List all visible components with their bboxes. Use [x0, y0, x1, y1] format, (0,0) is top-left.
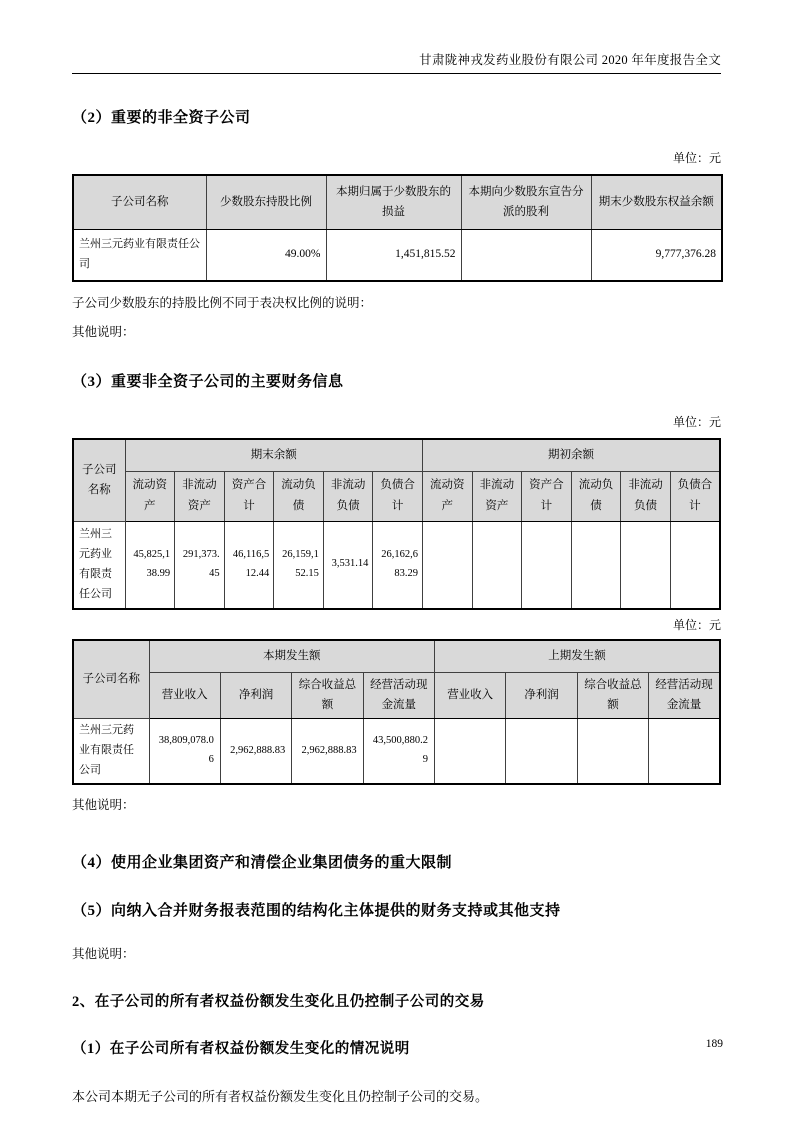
- col-begin-current-liabilities: 流动负债: [571, 471, 621, 521]
- begin-noncurrent-liabilities-cell: [621, 521, 671, 609]
- heading-restrictions-group-assets: （4）使用企业集团资产和清偿企业集团债务的重大限制: [72, 855, 453, 872]
- unit-label-2: 单位：元: [672, 415, 721, 429]
- income-table-subheader-row: [73, 672, 720, 718]
- col-current-operating-cashflow: 经营活动现金流量: [363, 672, 434, 718]
- current-operating-cashflow-cell: 43,500,880.29: [363, 718, 434, 784]
- heading-equity-share-change-transactions: 2、在子公司的所有者权益份额发生变化且仍控制子公司的交易: [72, 994, 485, 1011]
- prior-net-profit-cell: [506, 718, 577, 784]
- prior-operating-cashflow-cell: [649, 718, 720, 784]
- col-prior-operating-cashflow: 经营活动现金流量: [649, 672, 720, 718]
- current-net-profit-cell: 2,962,888.83: [220, 718, 291, 784]
- page-number: 189: [705, 1038, 723, 1050]
- col-minority-equity-balance: 期末少数股东权益余额: [591, 175, 722, 229]
- end-noncurrent-liabilities-cell: 3,531.14: [323, 521, 373, 609]
- subsidiary-name-cell: 兰州三元药业有限责任公司: [73, 521, 125, 609]
- col-prior-revenue: 营业收入: [435, 672, 506, 718]
- heading-key-financial-info: （3）重要非全资子公司的主要财务信息: [72, 374, 344, 390]
- begin-total-assets-cell: [522, 521, 572, 609]
- col-subsidiary-name: 子公司名称: [73, 439, 125, 521]
- col-minority-dividend: 本期向少数股东宣告分派的股利: [461, 175, 591, 229]
- heading-important-non-wholly-owned-subsidiaries: （2）重要的非全资子公司: [72, 110, 251, 126]
- col-minority-ratio: 少数股东持股比例: [206, 175, 326, 229]
- balance-table-group-row: [73, 439, 720, 471]
- col-current-comprehensive-income: 综合收益总额: [292, 672, 363, 718]
- col-prior-comprehensive-income: 综合收益总额: [577, 672, 648, 718]
- group-prior-period: 上期发生额: [435, 640, 721, 672]
- income-statement-table: [72, 639, 721, 785]
- col-minority-profit: 本期归属于少数股东的损益: [326, 175, 461, 229]
- end-total-assets-cell: 46,116,512.44: [224, 521, 274, 609]
- subsidiary-name-cell: 兰州三元药业有限责任公司: [73, 229, 206, 281]
- report-title: 甘肃陇神戎发药业股份有限公司 2020 年年度报告全文: [419, 53, 721, 67]
- prior-revenue-cell: [435, 718, 506, 784]
- heading-structured-entity-support: （5）向纳入合并财务报表范围的结构化主体提供的财务支持或其他支持: [72, 903, 561, 920]
- minority-profit-cell: 1,451,815.52: [326, 229, 461, 281]
- col-begin-total-assets: 资产合计: [522, 471, 572, 521]
- note-other-1: 其他说明：: [72, 325, 135, 339]
- end-noncurrent-assets-cell: 291,373.45: [175, 521, 225, 609]
- unit-label-1: 单位：元: [672, 151, 721, 165]
- col-end-total-liabilities: 负债合计: [373, 471, 423, 521]
- paragraph-no-equity-change: 本公司本期无子公司的所有者权益份额发生变化且仍控制子公司的交易。: [72, 1089, 489, 1105]
- balance-table-subheader-row: [73, 471, 720, 521]
- end-current-assets-cell: 45,825,138.99: [125, 521, 175, 609]
- col-begin-noncurrent-liabilities: 非流动负债: [621, 471, 671, 521]
- document-header: [72, 0, 721, 68]
- col-subsidiary-name: 子公司名称: [73, 640, 149, 718]
- col-end-current-assets: 流动资产: [125, 471, 175, 521]
- heading-equity-share-change-description: （1）在子公司所有者权益份额发生变化的情况说明: [72, 1041, 410, 1058]
- begin-total-liabilities-cell: [670, 521, 720, 609]
- col-begin-current-assets: 流动资产: [422, 471, 472, 521]
- balance-sheet-table: [72, 438, 721, 610]
- minority-equity-balance-cell: 9,777,376.28: [591, 229, 722, 281]
- end-current-liabilities-cell: 26,159,152.15: [274, 521, 324, 609]
- col-current-revenue: 营业收入: [149, 672, 220, 718]
- end-total-liabilities-cell: 26,162,683.29: [373, 521, 423, 609]
- begin-current-liabilities-cell: [571, 521, 621, 609]
- col-begin-noncurrent-assets: 非流动资产: [472, 471, 522, 521]
- col-end-current-liabilities: 流动负债: [274, 471, 324, 521]
- begin-current-assets-cell: [422, 521, 472, 609]
- group-ending-balance: 期末余额: [125, 439, 422, 471]
- table-row: [73, 718, 720, 784]
- group-current-period: 本期发生额: [149, 640, 435, 672]
- minority-ratio-cell: 49.00%: [206, 229, 326, 281]
- note-voting-ratio: 子公司少数股东的持股比例不同于表决权比例的说明：: [72, 296, 373, 310]
- note-other-3: 其他说明：: [72, 947, 135, 962]
- header-divider: [72, 73, 721, 74]
- table-row: [73, 229, 722, 281]
- col-prior-net-profit: 净利润: [506, 672, 577, 718]
- begin-noncurrent-assets-cell: [472, 521, 522, 609]
- current-revenue-cell: 38,809,078.06: [149, 718, 220, 784]
- minority-dividend-cell: [461, 229, 591, 281]
- note-other-2: 其他说明：: [72, 798, 135, 813]
- minority-interest-table-header-row: [73, 175, 722, 229]
- minority-interest-table: [72, 174, 723, 282]
- subsidiary-name-cell: 兰州三元药业有限责任公司: [73, 718, 149, 784]
- col-current-net-profit: 净利润: [220, 672, 291, 718]
- income-table-group-row: [73, 640, 720, 672]
- col-subsidiary-name: 子公司名称: [73, 175, 206, 229]
- unit-label-3: 单位：元: [672, 618, 721, 632]
- prior-comprehensive-income-cell: [577, 718, 648, 784]
- current-comprehensive-income-cell: 2,962,888.83: [292, 718, 363, 784]
- group-beginning-balance: 期初余额: [422, 439, 720, 471]
- col-end-total-assets: 资产合计: [224, 471, 274, 521]
- col-end-noncurrent-assets: 非流动资产: [175, 471, 225, 521]
- col-end-noncurrent-liabilities: 非流动负债: [323, 471, 373, 521]
- table-row: [73, 521, 720, 609]
- col-begin-total-liabilities: 负债合计: [670, 471, 720, 521]
